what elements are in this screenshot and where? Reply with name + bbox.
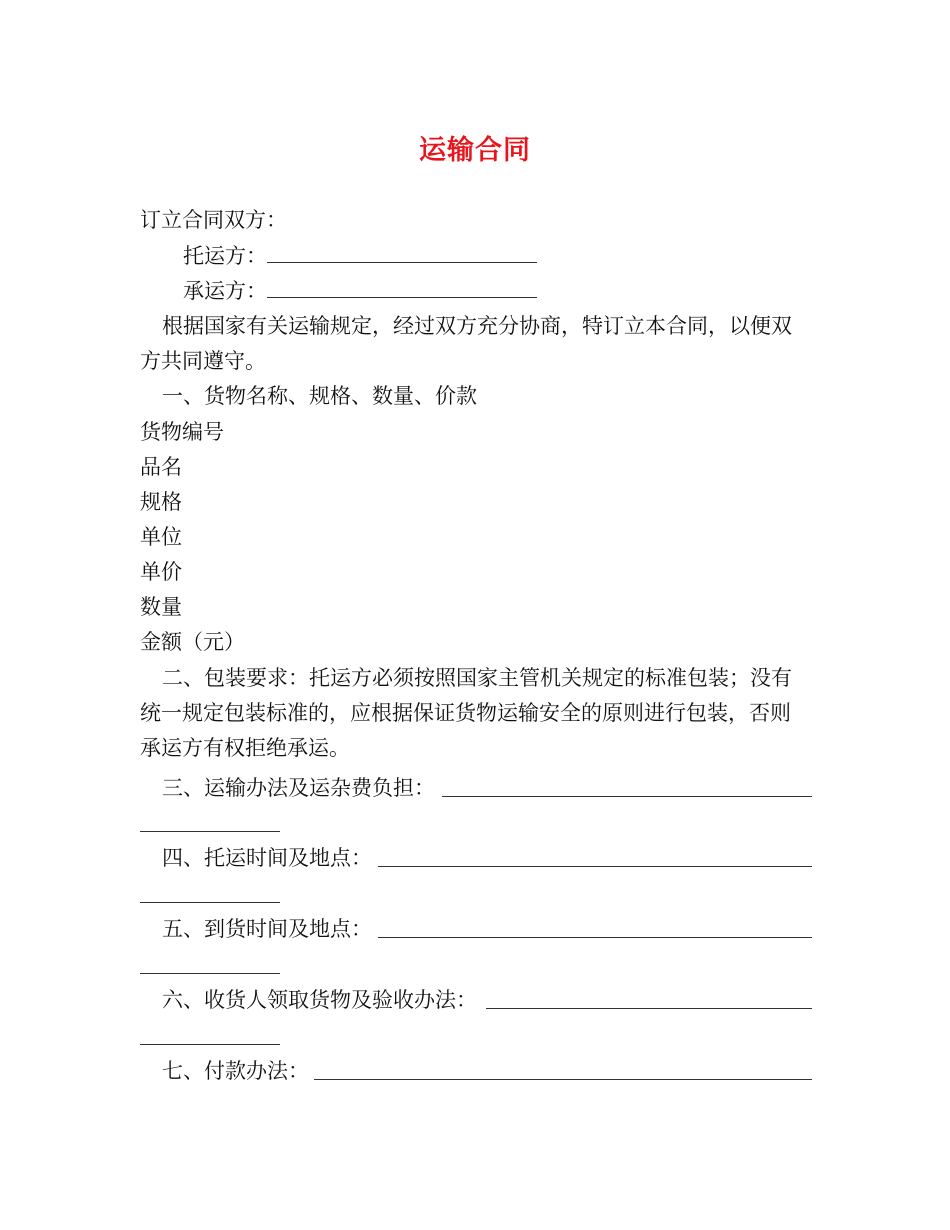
section3-blank[interactable] bbox=[442, 796, 812, 797]
section2-line3: 承运方有权拒绝承运。 bbox=[140, 736, 350, 760]
section7-label: 七、付款办法： bbox=[162, 1059, 309, 1083]
section6-blank-continued[interactable] bbox=[140, 1044, 280, 1045]
carrier-line bbox=[183, 276, 537, 306]
document-title: 运输合同 bbox=[419, 135, 531, 166]
section6-label: 六、收货人领取货物及验收办法： bbox=[162, 988, 477, 1012]
section4-blank-continued[interactable] bbox=[140, 902, 280, 903]
goods-field: 品名 bbox=[140, 455, 182, 479]
goods-field: 货物编号 bbox=[140, 420, 224, 444]
goods-field: 规格 bbox=[140, 490, 182, 514]
section7-blank[interactable] bbox=[314, 1079, 812, 1080]
section3-blank-continued[interactable] bbox=[140, 831, 280, 832]
section4-blank[interactable] bbox=[378, 866, 812, 867]
intro-paragraph-line2: 方共同遵守。 bbox=[140, 349, 266, 373]
section2-line1: 二、包装要求：托运方必须按照国家主管机关规定的标准包装；没有 bbox=[162, 666, 792, 690]
shipper-label: 托运方： bbox=[183, 244, 267, 268]
section5-label: 五、到货时间及地点： bbox=[162, 917, 372, 941]
carrier-label: 承运方： bbox=[183, 279, 267, 303]
parties-heading: 订立合同双方： bbox=[140, 208, 287, 232]
carrier-blank[interactable] bbox=[267, 277, 537, 298]
shipper-blank[interactable] bbox=[267, 242, 537, 263]
intro-paragraph-line1: 根据国家有关运输规定，经过双方充分协商，特订立本合同，以便双 bbox=[162, 314, 792, 338]
section5-blank[interactable] bbox=[378, 937, 812, 938]
goods-field: 单位 bbox=[140, 525, 182, 549]
section2-line2: 统一规定包装标准的，应根据保证货物运输安全的原则进行包装，否则 bbox=[140, 701, 791, 725]
goods-field: 单价 bbox=[140, 560, 182, 584]
section3-label: 三、运输办法及运杂费负担： bbox=[162, 776, 435, 800]
goods-field: 金额（元） bbox=[140, 630, 245, 654]
goods-field: 数量 bbox=[140, 595, 182, 619]
shipper-line bbox=[183, 241, 537, 271]
section4-label: 四、托运时间及地点： bbox=[162, 846, 372, 870]
section6-blank[interactable] bbox=[486, 1008, 812, 1009]
section1-heading: 一、货物名称、规格、数量、价款 bbox=[162, 384, 477, 408]
section5-blank-continued[interactable] bbox=[140, 973, 280, 974]
